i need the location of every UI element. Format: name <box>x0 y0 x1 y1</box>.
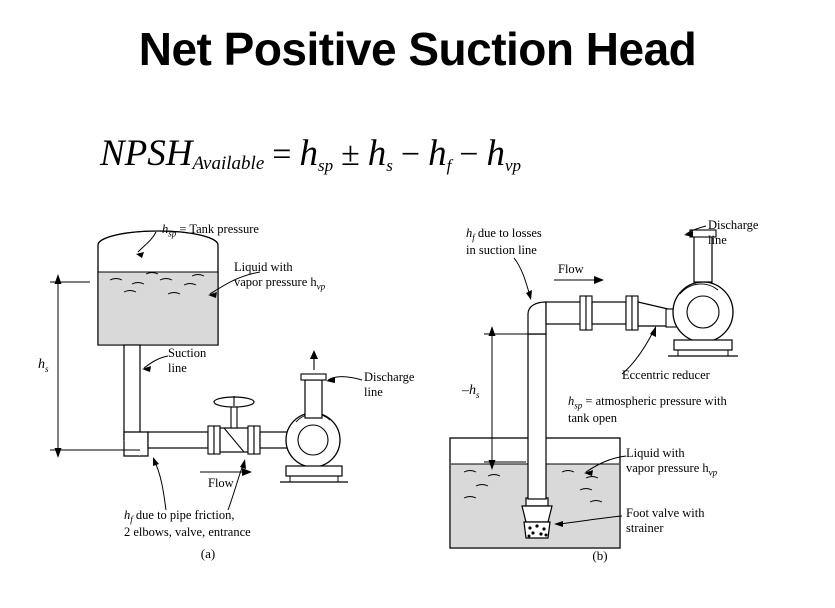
label-discharge-line-a <box>364 370 414 401</box>
label-suction-line-a <box>168 346 206 377</box>
losses-line1-b: due to losses <box>474 226 542 240</box>
label-flow-a: Flow <box>208 476 234 490</box>
liquid-line1-b: Liquid with <box>626 446 685 460</box>
losses-symbol-b: h <box>466 226 473 240</box>
npsh-formula <box>100 132 740 192</box>
hsp-symbol-b: h <box>568 394 575 408</box>
formula-lhs: NPSH <box>100 133 193 174</box>
label-eccentric-reducer: Eccentric reducer <box>622 368 710 382</box>
losses-line2-b: in suction line <box>466 243 537 258</box>
suction-line1-a: Suction <box>168 346 207 360</box>
figure-a <box>28 210 428 570</box>
label-discharge-line-b <box>708 218 758 249</box>
discharge-line1-a: Discharge <box>364 370 415 384</box>
hsp-line2-b: tank open <box>568 411 617 426</box>
losses-subscript-b: f <box>472 232 475 243</box>
neg-hs-prefix: – <box>462 383 469 398</box>
label-liquid-vapor-b <box>626 446 717 479</box>
label-liquid-vapor-a <box>234 260 325 293</box>
figure-a-caption: (a) <box>200 546 216 561</box>
formula-lhs-subscript: Available <box>192 153 265 174</box>
figure-b <box>430 206 830 574</box>
figure-b-caption: (b) <box>592 548 608 563</box>
friction-line2-a: 2 elbows, valve, entrance <box>124 525 251 540</box>
discharge-line1-b: Discharge <box>708 218 759 232</box>
hs-subscript-a: s <box>45 363 49 374</box>
label-hs-a <box>38 356 49 375</box>
formula-term3: h <box>428 133 447 174</box>
formula-term4: h <box>486 133 505 174</box>
page-title: Net Positive Suction Head <box>138 23 697 75</box>
label-friction-a <box>124 508 251 541</box>
label-losses-b <box>466 226 542 259</box>
foot-valve-line2: strainer <box>626 521 664 536</box>
formula-op1: ± <box>341 136 360 173</box>
label-neg-hs-b <box>462 382 480 401</box>
label-foot-valve <box>626 506 704 537</box>
friction-subscript-a: f <box>130 514 133 525</box>
suction-line2-a: line <box>168 361 187 376</box>
liquid-line2-b: vapor pressure h <box>626 461 709 476</box>
formula-term1-sub: sp <box>317 156 334 175</box>
formula-term4-sub: vp <box>504 156 522 175</box>
liquid-line2-a: vapor pressure h <box>234 275 317 290</box>
neg-hs-subscript: s <box>476 389 480 400</box>
neg-hs-symbol: h <box>469 383 476 398</box>
formula-term1: h <box>299 133 318 174</box>
liquid-line1-a: Liquid with <box>234 260 293 274</box>
tank-pressure-symbol: h <box>162 222 169 236</box>
formula-term2: h <box>367 133 387 174</box>
discharge-line2-a: line <box>364 385 383 400</box>
liquid-sub-a: vp <box>316 281 326 292</box>
hs-symbol-a: h <box>38 357 45 372</box>
foot-valve-line1: Foot valve with <box>626 506 705 520</box>
friction-symbol-a: h <box>124 508 131 522</box>
formula-equals: = <box>272 136 292 173</box>
friction-line1-a: due to pipe friction, <box>132 508 235 522</box>
hsp-subscript-b: sp <box>574 400 583 411</box>
tank-pressure-subscript: sp <box>168 228 177 239</box>
hsp-line1-b: = atmospheric pressure with <box>582 394 727 408</box>
label-flow-b: Flow <box>558 262 584 276</box>
formula-op2: − <box>400 136 421 173</box>
discharge-line2-b: line <box>708 233 727 248</box>
formula-term3-sub: f <box>446 156 452 175</box>
label-hsp-b <box>568 394 727 427</box>
formula-term2-sub: s <box>386 156 393 175</box>
label-tank-pressure <box>162 222 259 239</box>
liquid-sub-b: vp <box>708 467 718 478</box>
formula-op3: − <box>459 136 479 173</box>
tank-pressure-text: = Tank pressure <box>179 222 259 236</box>
